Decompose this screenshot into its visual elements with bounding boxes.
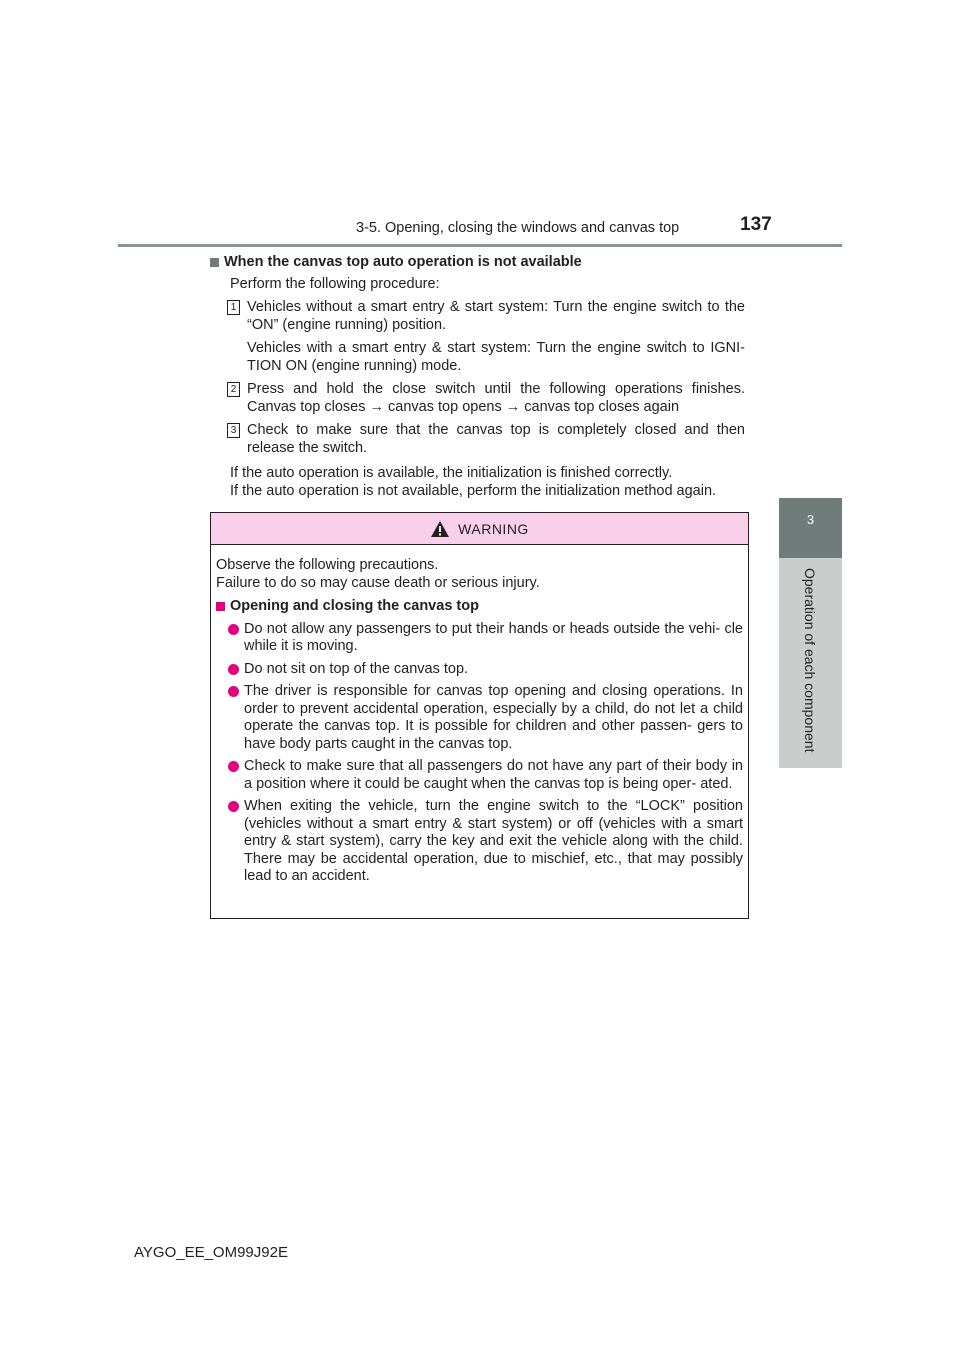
square-bullet-icon	[216, 602, 225, 611]
document-code: AYGO_EE_OM99J92E	[134, 1244, 288, 1261]
warning-item: When exiting the vehicle, turn the engine switch to the “LOCK” position (vehicles without a smart entry & start system) or off (vehicles with a smart entry & start system), carry the key and exit the vehicle along with the child. There may be accidental operation, due to mischief, etc., that may possibly lead to an accident.	[244, 798, 743, 886]
procedure-intro: Perform the following procedure:	[230, 275, 440, 292]
step-2	[230, 381, 745, 416]
circle-bullet-icon	[228, 761, 239, 772]
warning-item: Check to make sure that all passengers do not have any part of their body in a position where it could be caught when the canvas top is being oper- ated.	[244, 758, 743, 793]
procedure-closing: If the auto operation is available, the initialization is finished correctly. If the auto operation is not available, perform the initialization method again.	[230, 465, 717, 499]
warning-item: Do not sit on top of the canvas top.	[244, 661, 743, 679]
header-divider	[118, 244, 842, 247]
warning-label: WARNING	[458, 520, 529, 537]
circle-bullet-icon	[228, 686, 239, 697]
section-content	[210, 254, 745, 500]
step-1	[230, 299, 745, 375]
step-text: Vehicles with a smart entry & start system: Turn the engine switch to IGNI- TION ON (engine running) mode.	[247, 340, 745, 374]
warning-triangle-icon	[430, 520, 450, 538]
warning-intro: Observe the following precautions.	[216, 557, 439, 573]
step-text: Check to make sure that the canvas top is completely closed and then release the switch.	[247, 422, 745, 456]
chapter-number: 3	[806, 512, 815, 527]
step-text: Vehicles without a smart entry & start system: Turn the engine switch to the “ON” (engine running) position.	[247, 299, 745, 333]
warning-intro: Failure to do so may cause death or serious injury.	[216, 574, 540, 591]
section-title: 3-5. Opening, closing the windows and canvas top	[356, 220, 680, 236]
page-number: 137	[740, 214, 772, 235]
warning-item: The driver is responsible for canvas top opening and closing operations. In order to prevent accidental operation, especially by a child, do not let a child operate the canvas top. It is possible for children and other passen- gers to have body parts caught in the canvas top.	[244, 683, 743, 753]
chapter-title: Operation of each component	[802, 568, 818, 753]
warning-header	[211, 513, 748, 545]
circle-bullet-icon	[228, 664, 239, 675]
step-number-icon: 1	[227, 300, 240, 315]
warning-body	[211, 545, 748, 886]
chapter-tab	[779, 498, 842, 558]
circle-bullet-icon	[228, 624, 239, 635]
warning-item: Do not allow any passengers to put their hands or heads outside the vehi- cle while it is moving.	[244, 621, 743, 656]
step-3	[230, 422, 745, 457]
circle-bullet-icon	[228, 801, 239, 812]
warning-box	[210, 512, 749, 919]
warning-subheading: Opening and closing the canvas top	[216, 598, 743, 616]
section-heading: When the canvas top auto operation is not available	[210, 254, 745, 272]
step-number-icon: 3	[227, 423, 240, 438]
step-text: Press and hold the close switch until the following operations finishes. Canvas top closes → canvas top opens → canvas top closes again	[247, 381, 745, 415]
square-bullet-icon	[210, 258, 219, 267]
step-number-icon: 2	[227, 382, 240, 397]
